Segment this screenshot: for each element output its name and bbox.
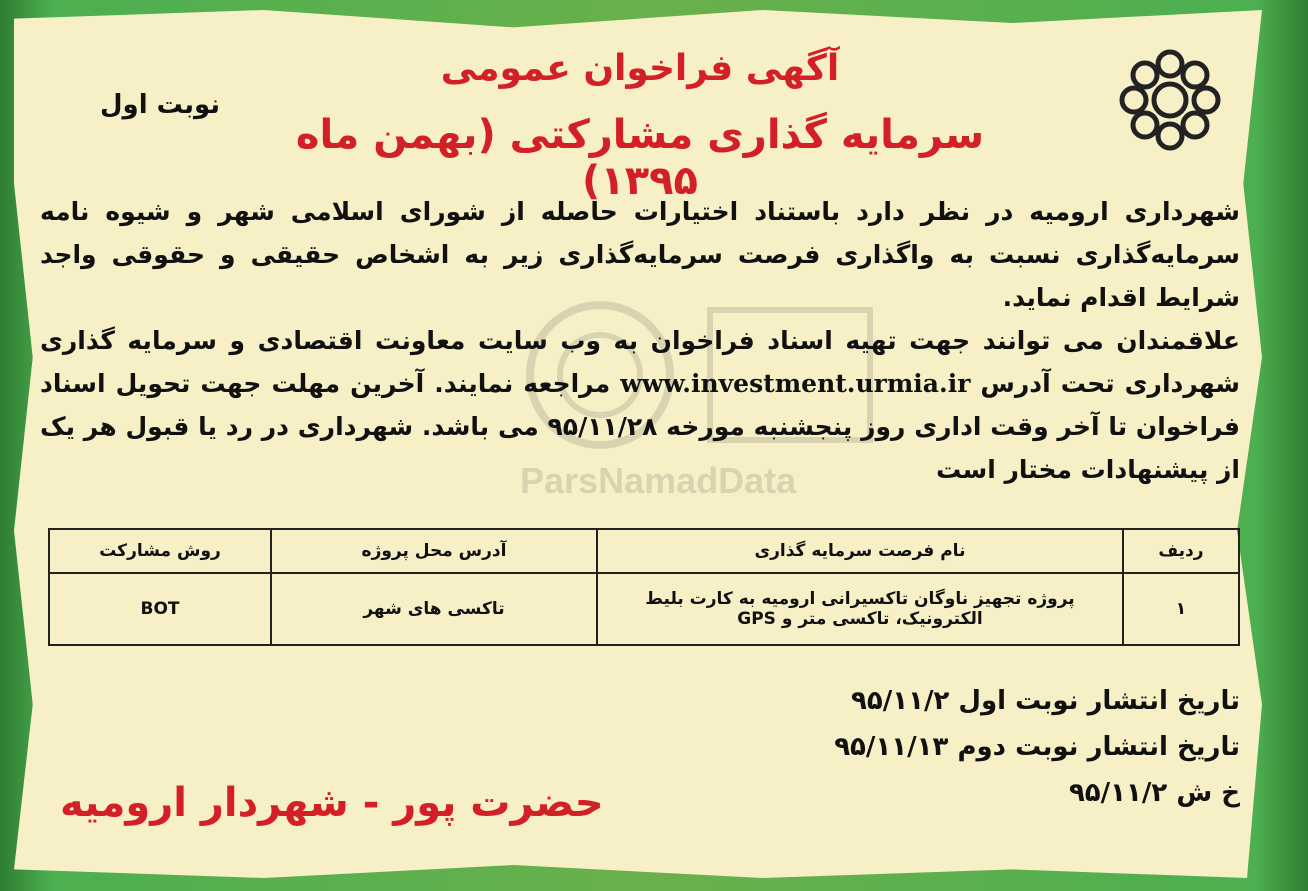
cell-project-address: تاکسی های شهر xyxy=(271,573,597,645)
body-paragraph-2 xyxy=(40,319,1240,491)
investment-website-link[interactable]: www.investment.urmia.ir xyxy=(620,369,971,398)
body-paragraph-2-part-2: مراجعه نمایند. آخرین مهلت جهت تحویل اسناد فراخوان تا آخر وقت اداری روز پنجشنبه مورخه ۹۵/۱۱/۲۸ می باشد. شهرداری در رد یا قبول هر یک از پیشنهادات مختار است xyxy=(40,369,1240,484)
header-participation-method: روش مشارکت xyxy=(49,529,271,573)
notice-title: آگهی فراخوان عمومی xyxy=(440,48,840,89)
cell-row-number: ۱ xyxy=(1123,573,1239,645)
notice-content xyxy=(40,20,1240,870)
publication-dates xyxy=(834,678,1240,816)
table-row xyxy=(49,573,1239,645)
cell-participation-method: BOT xyxy=(49,573,271,645)
second-publish-date: تاریخ انتشار نوبت دوم ۹۵/۱۱/۱۳ xyxy=(834,732,1240,762)
cell-opportunity-name: پروژه تجهیز ناوگان تاکسیرانی ارومیه به کارت بلیط الکترونیک، تاکسی متر و GPS xyxy=(597,573,1123,645)
edition-label: نوبت اول xyxy=(100,90,221,120)
urmia-municipality-logo xyxy=(1110,40,1230,160)
notice-body xyxy=(40,190,1240,491)
body-paragraph-1: شهرداری ارومیه در نظر دارد باستناد اختیارات حاصله از شورای اسلامی شهر و شیوه نامه سرمایه‌گذاری نسبت به واگذاری فرصت سرمایه‌گذاری زیر به اشخاص حقیقی و حقوقی واجد شرایط اقدام نماید. xyxy=(40,197,1240,312)
reference-number: خ ش ۹۵/۱۱/۲ xyxy=(1068,778,1240,808)
header-row-number: ردیف xyxy=(1123,529,1239,573)
watermark-brand: ParsNamadData xyxy=(520,460,797,501)
notice-subtitle: سرمایه گذاری مشارکتی (بهمن ماه ۱۳۹۵) xyxy=(295,112,985,204)
header-opportunity-name: نام فرصت سرمایه گذاری xyxy=(597,529,1123,573)
mayor-signature: حضرت پور - شهردار ارومیه xyxy=(60,780,604,826)
investment-opportunities-table xyxy=(48,528,1240,646)
first-publish-date: تاریخ انتشار نوبت اول ۹۵/۱۱/۲ xyxy=(850,686,1240,716)
body-paragraph-2-part-1: علاقمندان می توانند جهت تهیه اسناد فراخوان به وب سایت معاونت اقتصادی و سرمایه گذاری شهرداری تحت آدرس xyxy=(40,326,1240,398)
header-project-address: آدرس محل پروژه xyxy=(271,529,597,573)
table-header-row xyxy=(49,529,1239,573)
